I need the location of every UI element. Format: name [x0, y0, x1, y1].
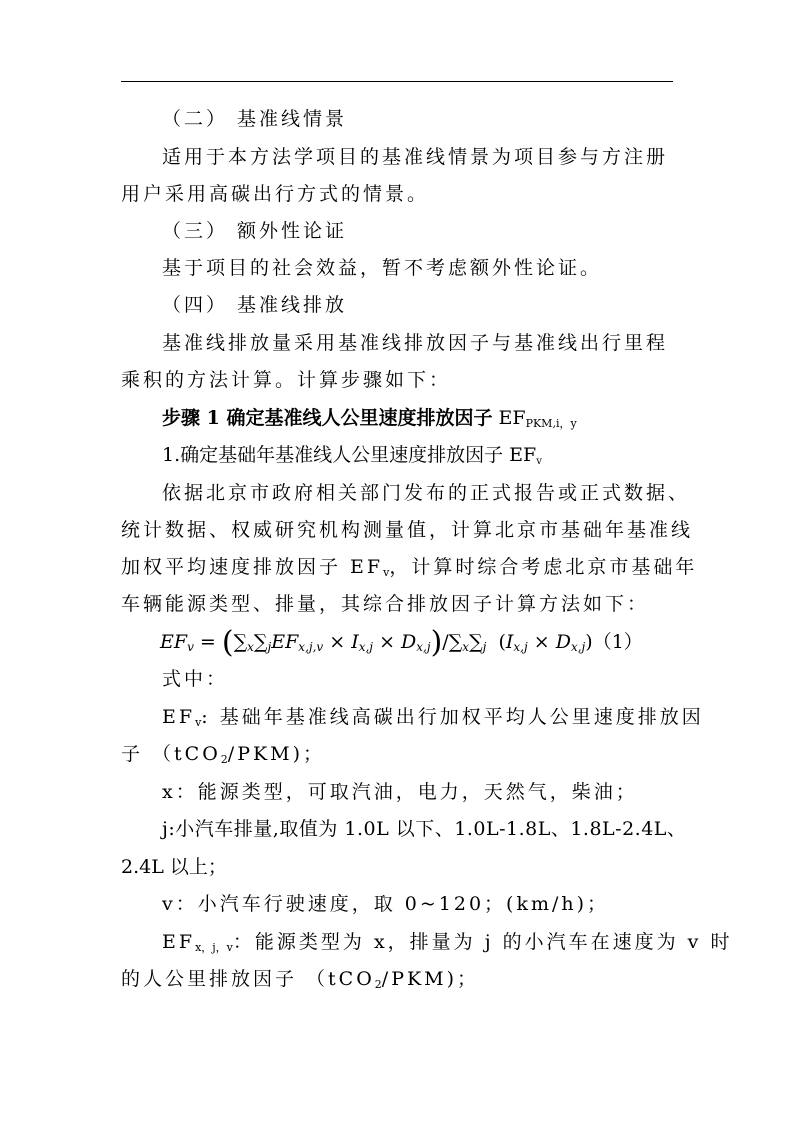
formula-d: D — [401, 631, 417, 653]
definition-efv-cont — [121, 742, 325, 766]
text-run: ：能源类型为 x，排量为 j 的小汽车在速度为 v 时 — [232, 931, 733, 953]
formula-sum-x2-sub: x — [462, 640, 470, 654]
equation-number: （1） — [592, 631, 643, 653]
item1-subscript: v — [536, 456, 542, 467]
formula-paren-r: ) — [585, 631, 593, 653]
heading-additionality: （三） 额外性论证 — [162, 220, 348, 242]
formula-i: I — [351, 631, 359, 653]
definition-x: x：能源类型，可取汽油，电力，天然气，柴油； — [162, 781, 638, 803]
formula-ef: EF — [271, 631, 299, 653]
formula-sum-j-sub: j — [267, 640, 272, 654]
subscript: v — [195, 716, 202, 729]
paragraph-line: 基准线排放量采用基准线排放因子与基准线出行里程 — [162, 332, 669, 354]
paragraph-line: 基于项目的社会效益，暂不考虑额外性论证。 — [162, 257, 603, 279]
subscript: v — [383, 566, 390, 579]
step1-ef-subscript: PKM,i，y — [525, 417, 577, 430]
text-run: ，计算时综合考虑北京市基础年 — [389, 556, 698, 578]
formula-ef-sub: x,j,v — [298, 640, 324, 654]
formula-sum-x-sub: x — [247, 640, 254, 654]
formula-times2: × — [527, 631, 556, 653]
heading-baseline-emissions: （四） 基准线排放 — [162, 294, 348, 316]
definition-efxjv — [162, 930, 732, 954]
formula-times: × — [373, 631, 402, 653]
formula-lhs: EF — [160, 631, 188, 653]
paragraph-line: 乘积的方法计算。计算步骤如下： — [121, 369, 452, 391]
formula-open-paren: ( — [221, 625, 234, 660]
formula-times: × — [323, 631, 352, 653]
formula-sum-j2-sub: j — [482, 640, 487, 654]
definition-efv — [162, 705, 704, 729]
formula-sum-x: ∑ — [233, 631, 248, 653]
formula-sum-j: ∑ — [253, 631, 268, 653]
definition-j: j:小汽车排量,取值为 1.0L 以下、1.0L-1.8L、1.8L-2.4L、 — [162, 818, 687, 840]
formula-paren-l: ( — [498, 631, 506, 653]
text-run: 子 （tCO — [121, 743, 221, 765]
formula-efv — [160, 625, 643, 660]
formula-d-sub: x,j — [416, 640, 431, 654]
formula-d2: D — [555, 631, 571, 653]
where-label: 式中： — [162, 668, 229, 690]
text-run: /PKM)； — [381, 968, 480, 990]
paragraph-line: 适用于本方法学项目的基准线情景为项目参与方注册 — [162, 146, 669, 168]
subscript: 2 — [374, 978, 382, 991]
formula-sum-x2: ∑ — [448, 631, 463, 653]
paragraph-line: 车辆能源类型、排量，其综合排放因子计算方法如下： — [121, 593, 650, 615]
text-run: 的人公里排放因子 （tCO — [121, 968, 375, 990]
paragraph-line: 用户采用高碳出行方式的情景。 — [121, 183, 430, 205]
header-rule — [121, 81, 673, 82]
item1-text: 1.确定基础年基准线人公里速度排放因子 EF — [162, 444, 537, 466]
subscript: 2 — [220, 753, 228, 766]
definition-j-cont: 2.4L 以上； — [121, 856, 227, 878]
formula-i2-sub: x,j — [513, 640, 528, 654]
step1-heading — [162, 406, 577, 430]
text-run: /PKM)； — [227, 743, 326, 765]
paragraph-line — [121, 555, 697, 579]
subscript: x，j，v — [195, 941, 233, 954]
paragraph-line: 统计数据、权威研究机构测量值，计算北京市基础年基准线 — [121, 519, 694, 541]
formula-close-paren: ) — [430, 625, 443, 660]
paragraph-line: 依据北京市政府相关部门发布的正式报告或正式数据、 — [162, 482, 691, 504]
formula-i2: I — [505, 631, 514, 653]
formula-lhs-sub: v — [187, 640, 194, 654]
formula-slash: / — [442, 631, 449, 653]
step1-title: 步骤 1 确定基准线人公里速度排放因子 — [162, 407, 493, 429]
definition-v: v：小汽车行驶速度，取 0~120；(km/h)； — [162, 893, 610, 915]
heading-baseline-scenario: （二） 基准线情景 — [162, 108, 348, 130]
formula-i-sub: x,j — [358, 640, 374, 654]
text-run: : 基础年基准线高碳出行加权平均人公里速度排放因 — [201, 706, 704, 728]
item1-line — [162, 443, 542, 467]
text-run: EF — [162, 931, 196, 953]
step1-ef: EF — [498, 407, 526, 429]
formula-d2-sub: x,j — [570, 640, 586, 654]
text-run: EF — [162, 706, 196, 728]
text-run: 加权平均速度排放因子 EF — [121, 556, 384, 578]
definition-efxjv-cont — [121, 967, 479, 991]
formula-sum-j2: ∑ — [469, 631, 483, 653]
formula-equals: = — [193, 631, 222, 653]
